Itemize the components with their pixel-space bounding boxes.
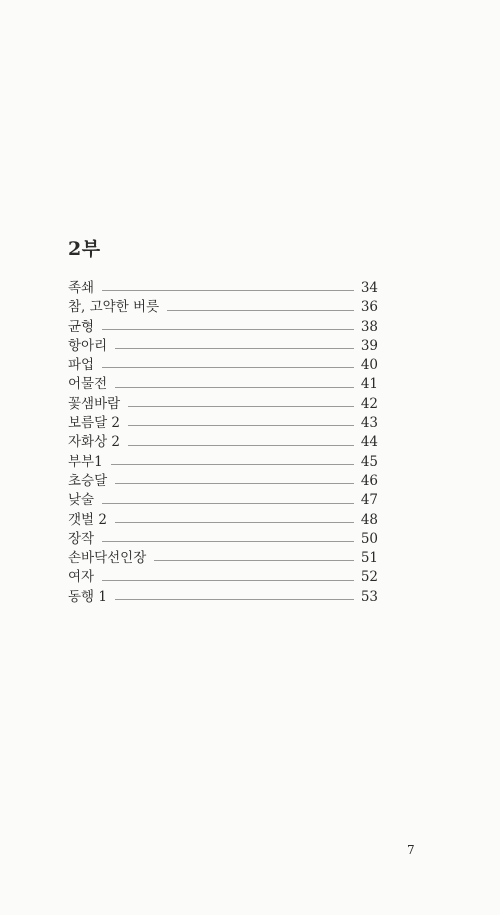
toc-entry-title: 낮술: [68, 492, 95, 509]
toc-entry-title: 동행 1: [68, 588, 107, 605]
toc-leader-line: [102, 290, 354, 291]
toc-entry: [68, 568, 378, 587]
toc-entry-page: 47: [360, 492, 378, 509]
toc-leader-line: [128, 406, 354, 407]
table-of-contents: [68, 279, 378, 607]
toc-leader-line: [102, 367, 354, 368]
toc-entry-page: 45: [360, 453, 378, 470]
toc-entry-page: 40: [360, 357, 378, 374]
toc-entry-page: 42: [360, 395, 378, 412]
toc-entry-title: 여자: [68, 569, 95, 586]
toc-entry-page: 46: [360, 472, 378, 489]
part-heading: 2부: [68, 238, 101, 260]
toc-entry-title: 균형: [68, 318, 95, 335]
toc-leader-line: [167, 310, 354, 311]
toc-entry-page: 36: [360, 299, 378, 316]
toc-leader-line: [102, 329, 354, 330]
toc-entry: [68, 453, 378, 472]
toc-entry-title: 부부1: [68, 453, 103, 470]
toc-entry: [68, 433, 378, 452]
toc-entry-page: 43: [360, 415, 378, 432]
toc-entry-title: 꽃샘바람: [68, 395, 121, 412]
toc-entry-page: 41: [360, 376, 378, 393]
toc-entry: [68, 588, 378, 607]
toc-entry: [68, 375, 378, 394]
toc-entry: [68, 414, 378, 433]
toc-entry-page: 53: [360, 588, 378, 605]
toc-entry-title: 장작: [68, 530, 95, 547]
toc-leader-line: [115, 599, 354, 600]
toc-entry-page: 44: [360, 434, 378, 451]
toc-entry-title: 보름달 2: [68, 415, 121, 432]
toc-entry-title: 손바닥선인장: [68, 550, 147, 567]
toc-leader-line: [154, 560, 354, 561]
toc-entry-page: 48: [360, 511, 378, 528]
toc-entry-page: 52: [360, 569, 378, 586]
toc-entry: [68, 511, 378, 530]
toc-entry: [68, 356, 378, 375]
toc-entry-title: 초승달: [68, 472, 108, 489]
toc-leader-line: [102, 541, 354, 542]
toc-entry: [68, 549, 378, 568]
toc-entry-page: 34: [360, 280, 378, 296]
toc-entry-title: 자화상 2: [68, 434, 121, 451]
toc-entry: [68, 395, 378, 414]
toc-leader-line: [115, 483, 354, 484]
toc-entry: [68, 279, 378, 298]
toc-entry: [68, 298, 378, 317]
toc-entry: [68, 491, 378, 510]
toc-leader-line: [115, 522, 354, 523]
toc-entry-page: 50: [360, 530, 378, 547]
toc-leader-line: [102, 503, 354, 504]
toc-entry-title: 참, 고약한 버릇: [68, 299, 160, 316]
toc-entry-title: 항아리: [68, 337, 108, 354]
toc-leader-line: [128, 425, 354, 426]
toc-entry: [68, 337, 378, 356]
toc-entry-page: 39: [360, 337, 378, 354]
toc-entry-page: 38: [360, 318, 378, 335]
toc-leader-line: [102, 580, 354, 581]
toc-entry-title: 어물전: [68, 376, 108, 393]
toc-entry-title: 갯벌 2: [68, 511, 107, 528]
toc-leader-line: [128, 445, 354, 446]
page-number: 7: [407, 843, 415, 857]
toc-leader-line: [111, 464, 354, 465]
toc-entry-title: 족쇄: [68, 280, 95, 296]
toc-leader-line: [115, 387, 354, 388]
toc-entry: [68, 318, 378, 337]
toc-entry-title: 파업: [68, 357, 95, 374]
toc-entry: [68, 530, 378, 549]
toc-entry-page: 51: [360, 550, 378, 567]
toc-entry: [68, 472, 378, 491]
toc-leader-line: [115, 348, 354, 349]
